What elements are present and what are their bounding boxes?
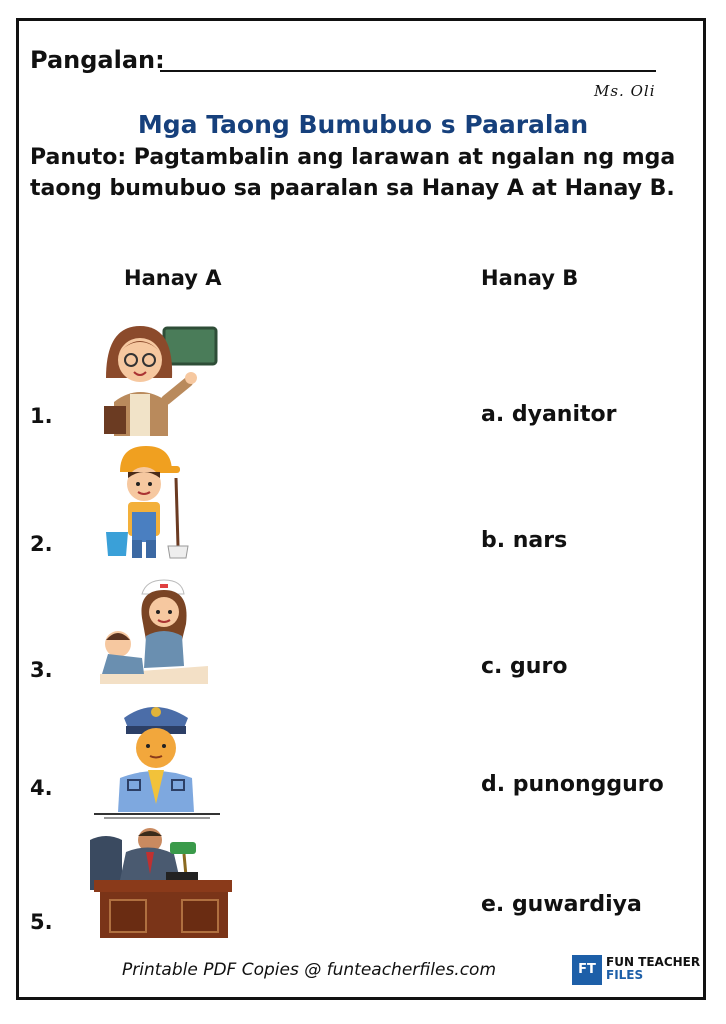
item-number-2: 2. bbox=[30, 532, 53, 556]
principal-icon bbox=[86, 824, 236, 940]
name-label: Pangalan: bbox=[30, 46, 165, 74]
footer-note: Printable PDF Copies @ funteacherfiles.com bbox=[122, 960, 497, 980]
column-b-heading: Hanay B bbox=[481, 266, 579, 290]
teacher-icon bbox=[96, 318, 226, 436]
logo-line2: FILES bbox=[606, 968, 644, 982]
logo-line1: FUN TEACHER bbox=[606, 955, 701, 969]
item-number-3: 3. bbox=[30, 658, 53, 682]
guard-icon bbox=[92, 694, 222, 820]
answer-choice-b: b. nars bbox=[481, 528, 568, 553]
answer-choice-c: c. guro bbox=[481, 654, 568, 679]
instructions: Panuto: Pagtambalin ang larawan at ngalan ng mga taong bumubuo sa paaralan sa Hanay A at Hanay B. bbox=[30, 145, 676, 201]
logo-text bbox=[606, 956, 700, 982]
worksheet-title: Mga Taong Bumubuo s Paaralan bbox=[137, 110, 589, 139]
answer-choice-a: a. dyanitor bbox=[481, 402, 617, 427]
item-number-5: 5. bbox=[30, 910, 53, 934]
item-number-1: 1. bbox=[30, 404, 53, 428]
logo-mark: FT bbox=[572, 955, 602, 985]
janitor-icon bbox=[104, 442, 194, 560]
answer-choice-d: d. punongguro bbox=[481, 772, 664, 797]
answer-choice-e: e. guwardiya bbox=[481, 892, 642, 917]
name-blank-line[interactable] bbox=[160, 70, 656, 72]
nurse-icon bbox=[98, 578, 210, 684]
column-a-heading: Hanay A bbox=[124, 266, 222, 290]
item-number-4: 4. bbox=[30, 776, 53, 800]
author-signature: Ms. Oli bbox=[594, 82, 656, 100]
